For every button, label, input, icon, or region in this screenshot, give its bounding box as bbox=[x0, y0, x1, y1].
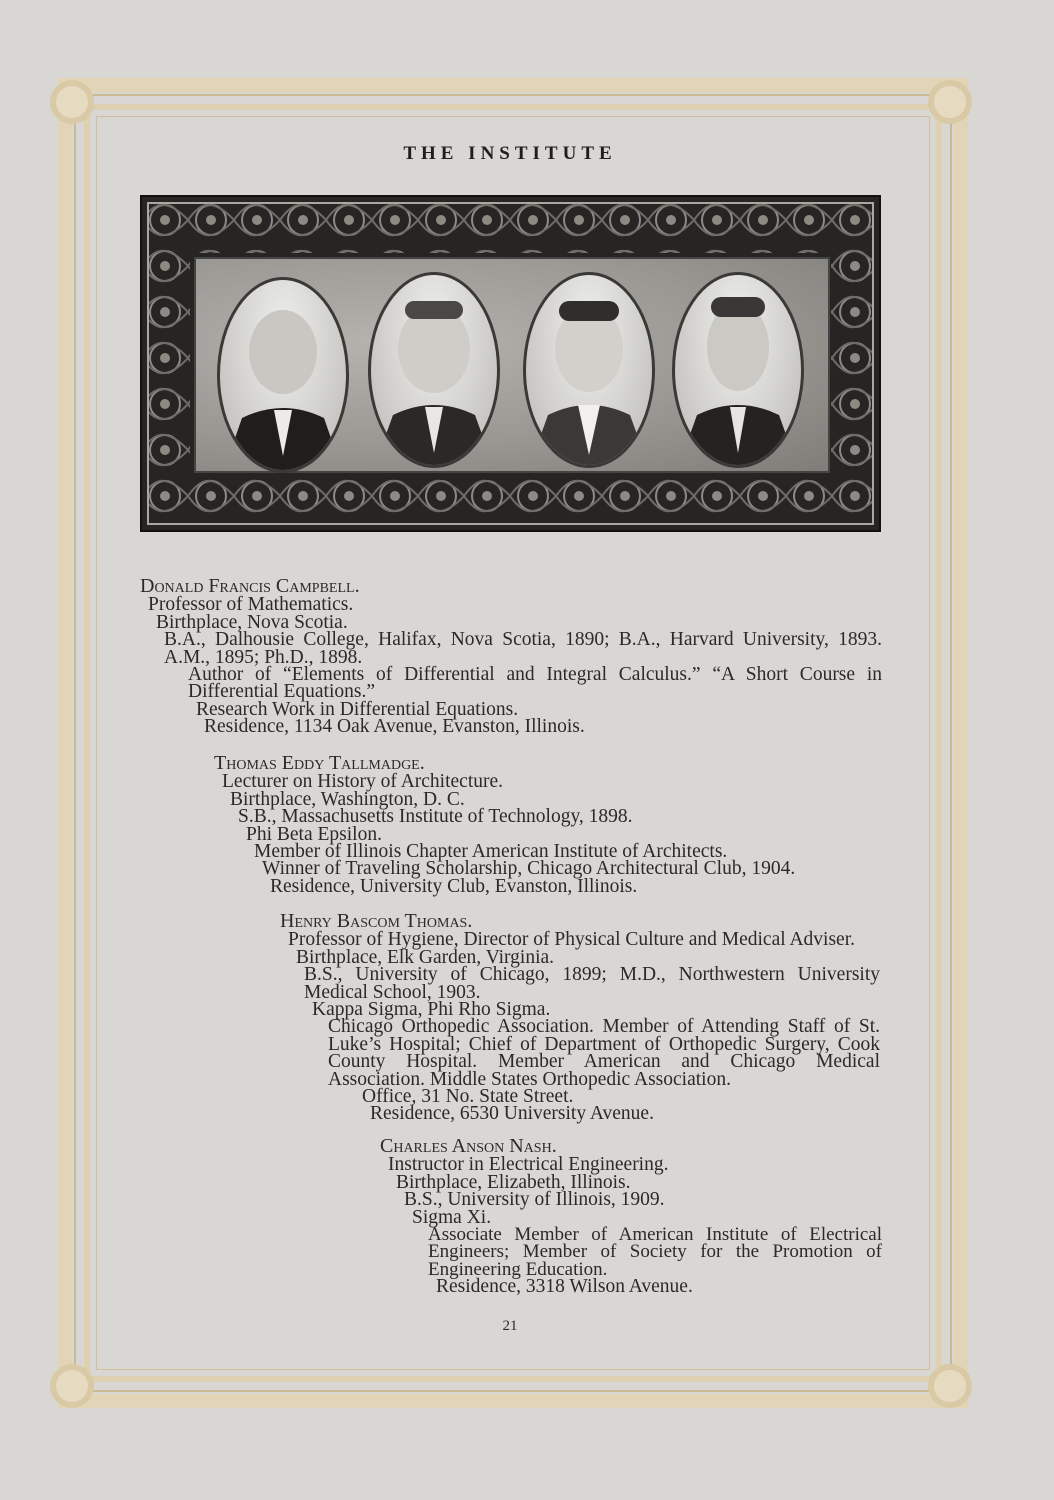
corner-ornament-icon bbox=[928, 80, 972, 124]
faculty-entry bbox=[140, 575, 882, 738]
faculty-entry bbox=[214, 752, 882, 897]
page-header: THE INSTITUTE bbox=[403, 143, 617, 164]
portrait-photo-icon bbox=[368, 272, 500, 468]
entry-line: Birthplace, Elizabeth, Illinois. bbox=[396, 1171, 631, 1193]
entry-line: B.A., Dalhousie College, Halifax, Nova Scotia, 1890; B.A., Harvard University, 1893. A.M., 1895; Ph.D., 1898. bbox=[164, 629, 882, 668]
faculty-entry bbox=[380, 1135, 882, 1298]
entry-line: B.S., University of Illinois, 1909. bbox=[404, 1189, 665, 1211]
portrait-photo-icon bbox=[217, 277, 349, 473]
entry-line: Birthplace, Nova Scotia. bbox=[156, 611, 348, 633]
faculty-name: Charles Anson Nash. bbox=[380, 1135, 557, 1157]
entry-line: Office, 31 No. State Street. bbox=[362, 1086, 574, 1108]
entry-line: Instructor in Electrical Engineering. bbox=[388, 1154, 669, 1176]
entry-line: Residence, University Club, Evanston, Illinois. bbox=[270, 875, 638, 897]
faculty-name: Henry Bascom Thomas. bbox=[280, 910, 473, 932]
corner-ornament-icon bbox=[50, 1364, 94, 1408]
portrait-photo-icon bbox=[672, 272, 804, 468]
entry-line: Sigma Xi. bbox=[412, 1206, 492, 1228]
corner-ornament-icon bbox=[928, 1364, 972, 1408]
entry-line: Lecturer on History of Architecture. bbox=[222, 771, 504, 793]
entry-line: Kappa Sigma, Phi Rho Sigma. bbox=[312, 999, 551, 1021]
entry-line: Birthplace, Washington, D. C. bbox=[230, 788, 465, 810]
entry-line: S.B., Massachusetts Institute of Technology, 1898. bbox=[238, 806, 633, 828]
entry-line: Professor of Hygiene, Director of Physical Culture and Medical Adviser. bbox=[288, 929, 855, 951]
entry-line: Research Work in Differential Equations. bbox=[196, 698, 519, 720]
entry-line: Residence, 3318 Wilson Avenue. bbox=[436, 1276, 693, 1298]
corner-ornament-icon bbox=[50, 80, 94, 124]
entry-line: Phi Beta Epsilon. bbox=[246, 823, 382, 845]
entry-line: B.S., University of Chicago, 1899; M.D., Northwestern University Medical School, 1903. bbox=[304, 964, 880, 1003]
entry-line: Professor of Mathematics. bbox=[148, 594, 354, 616]
entry-line: Member of Illinois Chapter American Institute of Architects. bbox=[254, 841, 728, 863]
entry-line: Residence, 1134 Oak Avenue, Evanston, Illinois. bbox=[204, 716, 585, 738]
entry-line: Residence, 6530 University Avenue. bbox=[370, 1103, 654, 1125]
entry-line: Associate Member of American Institute of Electrical Engineers; Member of Society for the Promotion of Engineering Education. bbox=[428, 1224, 882, 1280]
faculty-name: Thomas Eddy Tallmadge. bbox=[214, 752, 425, 774]
portrait-photo-icon bbox=[523, 272, 655, 468]
entry-line: Chicago Orthopedic Association. Member of Attending Staff of St. Luke’s Hospital; Chief of Department of Orthopedic Surgery, Cook County Hospital. Member American and Chicago Medical Association. Middle States Orthopedic Association. bbox=[328, 1016, 880, 1090]
entry-line: Birthplace, Elk Garden, Virginia. bbox=[296, 946, 555, 968]
faculty-name: Donald Francis Campbell. bbox=[140, 575, 360, 597]
entry-line: Author of “Elements of Differential and Integral Calculus.” “A Short Course in Differential Equations.” bbox=[188, 664, 882, 703]
faculty-entry bbox=[280, 910, 880, 1125]
entry-line: Winner of Traveling Scholarship, Chicago Architectural Club, 1904. bbox=[262, 858, 796, 880]
page-number: 21 bbox=[502, 1318, 518, 1334]
